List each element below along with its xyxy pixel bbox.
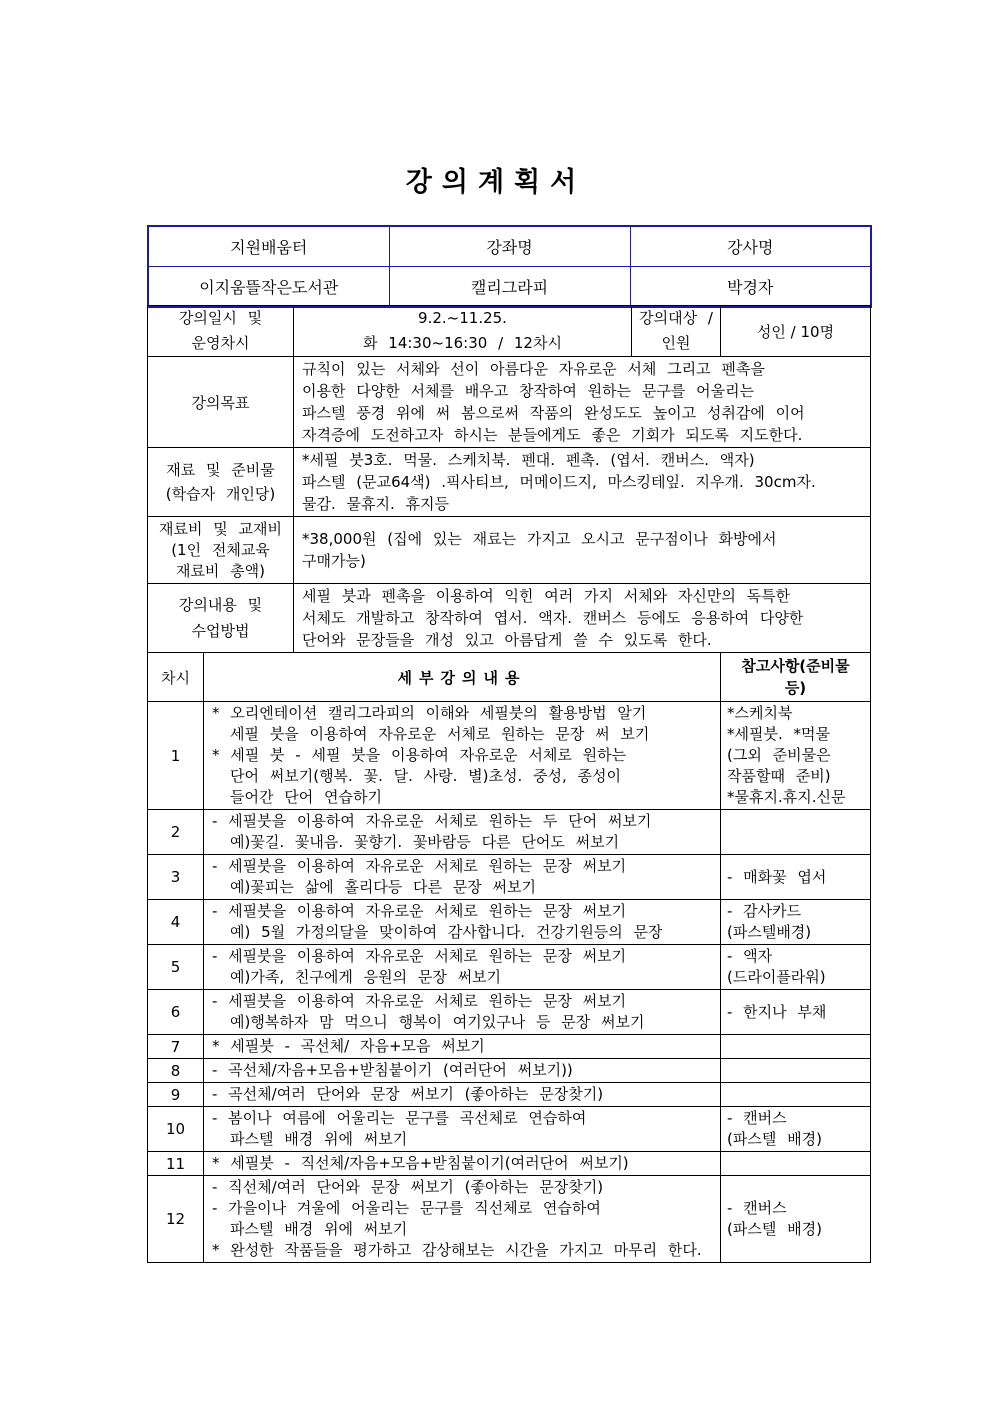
info-header-table (147, 225, 872, 308)
session-number: 9 (148, 1083, 204, 1107)
session-reference (721, 855, 871, 900)
document-title: 강의계획서 (405, 167, 587, 198)
session-row (148, 1107, 871, 1152)
session-ref-header: 참고사항(준비물 등) (721, 653, 871, 702)
session-reference-line: *세필붓. *먹물 (727, 725, 830, 743)
method-label: 강의내용 및 수업방법 (148, 584, 294, 653)
session-content-line: 세필 붓을 이용하여 자유로운 서체로 원하는 문장 써 보기 (230, 725, 650, 743)
session-content (204, 1176, 721, 1263)
session-row (148, 900, 871, 945)
session-reference-line: *스케치북 (727, 704, 793, 722)
session-content (204, 855, 721, 900)
materials-text: *세필 붓3호. 먹물. 스케치북. 펜대. 펜촉. (엽서. 캔버스. 액자) 파스텔 (문교64색) .픽사티브, 머메이드지, 마스킹테잎. 지우개. 30cm자. 물감. 물휴지. 휴지등 (294, 448, 871, 517)
session-row (148, 1035, 871, 1059)
session-reference-line: (파스텔배경) (727, 923, 812, 941)
session-content (204, 1035, 721, 1059)
fee-text: *38,000원 (집에 있는 재료는 가지고 오시고 문구점이나 화방에서 구매가능) (294, 517, 871, 584)
session-content-header: 세부강의내용 (204, 653, 721, 702)
session-number: 1 (148, 702, 204, 810)
session-number: 7 (148, 1035, 204, 1059)
materials-label: 재료 및 준비물 (학습자 개인당) (148, 448, 294, 517)
venue-value: 이지움뜰작은도서관 (148, 267, 389, 308)
session-content (204, 990, 721, 1035)
session-reference-line: - 캔버스 (727, 1199, 787, 1217)
session-content-line: 예) 5월 가정의달을 맞이하여 감사합니다. 건강기원등의 문장 (230, 923, 663, 941)
session-reference-line: (드라이플라워) (727, 968, 826, 986)
session-content-line: * 오리엔테이션 캘리그라피의 이해와 세필붓의 활용방법 알기 (212, 704, 647, 722)
session-content-line: * 세필붓 - 곡선체/ 자음+모음 써보기 (212, 1037, 485, 1055)
session-content-line: 단어 써보기(행복. 꽃. 달. 사랑. 별)초성. 중성, 종성이 (230, 767, 622, 785)
schedule-value: 9.2.~11.25. 화 14:30~16:30 / 12차시 (294, 306, 632, 357)
session-number: 11 (148, 1152, 204, 1176)
session-content (204, 702, 721, 810)
session-row (148, 810, 871, 855)
session-content-line: - 곡선체/자음+모음+받침붙이기 (여러단어 써보기)) (212, 1061, 573, 1079)
session-reference (721, 810, 871, 855)
session-row (148, 855, 871, 900)
session-row (148, 1059, 871, 1083)
goal-label: 강의목표 (148, 357, 294, 448)
session-row (148, 945, 871, 990)
session-reference-line: (그외 준비물은 (727, 746, 831, 764)
session-reference-line: (파스텔 배경) (727, 1130, 822, 1148)
method-text: 세필 붓과 펜촉을 이용하여 익힌 여러 가지 서체와 자신만의 독특한 서체도 개발하고 창작하여 엽서. 액자. 캔버스 등에도 응용하여 다양한 단어와 문장들을 개성 있고 아름답게 쓸 수 있도록 한다. (294, 584, 871, 653)
session-number: 10 (148, 1107, 204, 1152)
session-reference (721, 1152, 871, 1176)
venue-label: 지원배움터 (148, 226, 389, 267)
session-content (204, 1059, 721, 1083)
session-content-line: - 봄이나 여름에 어울리는 문구를 곡선체로 연습하여 (212, 1109, 587, 1127)
session-number: 5 (148, 945, 204, 990)
session-content-line: - 세필붓을 이용하여 자유로운 서체로 원하는 두 단어 써보기 (212, 812, 652, 830)
instructor-label: 강사명 (630, 226, 871, 267)
session-content-line: - 가을이나 겨울에 어울리는 문구를 직선체로 연습하여 (212, 1199, 601, 1217)
session-reference-line: *물휴지.휴지.신문 (727, 788, 846, 806)
session-reference-line: (파스텔 배경) (727, 1220, 822, 1238)
session-number: 3 (148, 855, 204, 900)
session-reference (721, 1176, 871, 1263)
session-number: 8 (148, 1059, 204, 1083)
course-label: 강좌명 (389, 226, 630, 267)
session-reference (721, 990, 871, 1035)
session-content (204, 810, 721, 855)
session-reference (721, 702, 871, 810)
session-row (148, 702, 871, 810)
fee-label: 재료비 및 교재비 (1인 전체교육 재료비 총액) (148, 517, 294, 584)
session-reference (721, 1059, 871, 1083)
session-reference-line: 작품할때 준비) (727, 767, 831, 785)
session-content-line: - 세필붓을 이용하여 자유로운 서체로 원하는 문장 써보기 (212, 857, 627, 875)
session-number: 4 (148, 900, 204, 945)
session-content (204, 1107, 721, 1152)
session-reference-line: - 액자 (727, 947, 773, 965)
session-reference-line: - 매화꽃 엽서 (727, 867, 827, 886)
session-row (148, 1152, 871, 1176)
session-content-line: - 세필붓을 이용하여 자유로운 서체로 원하는 문장 써보기 (212, 902, 627, 920)
session-reference (721, 900, 871, 945)
session-content-line: 예)꽃피는 삶에 홀리다등 다른 문장 써보기 (230, 878, 537, 896)
session-reference (721, 1107, 871, 1152)
session-content (204, 945, 721, 990)
session-reference (721, 1035, 871, 1059)
session-content-line: * 세필 붓 - 세필 붓을 이용하여 자유로운 서체로 원하는 (212, 746, 627, 764)
session-content-line: 예)꽃길. 꽃내음. 꽃향기. 꽃바람등 다른 단어도 써보기 (230, 833, 620, 851)
session-number: 12 (148, 1176, 204, 1263)
goal-text: 규칙이 있는 서체와 선이 아름다운 자유로운 서체 그리고 펜촉을 이용한 다양한 서체를 배우고 창작하여 원하는 문구를 어울리는 파스텔 풍경 위에 써 봄으로써 작품의 완성도도 높이고 성취감에 이어 자격증에 도전하고자 하시는 분들에게도 좋은 기회가 되도록 지도한다. (294, 357, 871, 448)
session-rows (148, 702, 871, 1263)
plan-table (147, 305, 871, 1263)
session-content (204, 900, 721, 945)
session-content (204, 1083, 721, 1107)
session-reference (721, 1083, 871, 1107)
session-num-header: 차시 (148, 653, 204, 702)
session-content-line: - 세필붓을 이용하여 자유로운 서체로 원하는 문장 써보기 (212, 992, 627, 1010)
session-content-line: 예)가족, 친구에게 응원의 문장 써보기 (230, 968, 502, 986)
session-reference-line: - 감사카드 (727, 902, 802, 920)
session-reference (721, 945, 871, 990)
session-row (148, 1176, 871, 1263)
course-value: 캘리그라피 (389, 267, 630, 308)
session-row (148, 990, 871, 1035)
session-content-line: - 직선체/여러 단어와 문장 써보기 (좋아하는 문장찾기) (212, 1178, 604, 1196)
target-label: 강의대상 / 인원 (632, 306, 721, 357)
session-number: 6 (148, 990, 204, 1035)
session-content (204, 1152, 721, 1176)
session-content-line: 들어간 단어 연습하기 (230, 788, 382, 806)
session-content-line: 파스텔 배경 위에 써보기 (230, 1130, 408, 1148)
session-row (148, 1083, 871, 1107)
session-content-line: 예)행복하자 맘 먹으니 행복이 여기있구나 등 문장 써보기 (230, 1013, 645, 1031)
session-reference-line: - 한지나 부채 (727, 1002, 827, 1021)
session-reference-line: - 캔버스 (727, 1109, 787, 1127)
session-content-line: - 곡선체/여러 단어와 문장 써보기 (좋아하는 문장찾기) (212, 1085, 604, 1103)
session-content-line: - 세필붓을 이용하여 자유로운 서체로 원하는 문장 써보기 (212, 947, 627, 965)
session-content-line: * 완성한 작품들을 평가하고 감상해보는 시간을 가지고 마무리 한다. (212, 1241, 702, 1259)
target-value: 성인 / 10명 (721, 306, 871, 357)
session-number: 2 (148, 810, 204, 855)
session-content-line: * 세필붓 - 직선체/자음+모음+받침붙이기(여러단어 써보기) (212, 1154, 629, 1172)
instructor-value: 박경자 (630, 267, 871, 308)
schedule-label: 강의일시 및 운영차시 (148, 306, 294, 357)
session-content-line: 파스텔 배경 위에 써보기 (230, 1220, 408, 1238)
